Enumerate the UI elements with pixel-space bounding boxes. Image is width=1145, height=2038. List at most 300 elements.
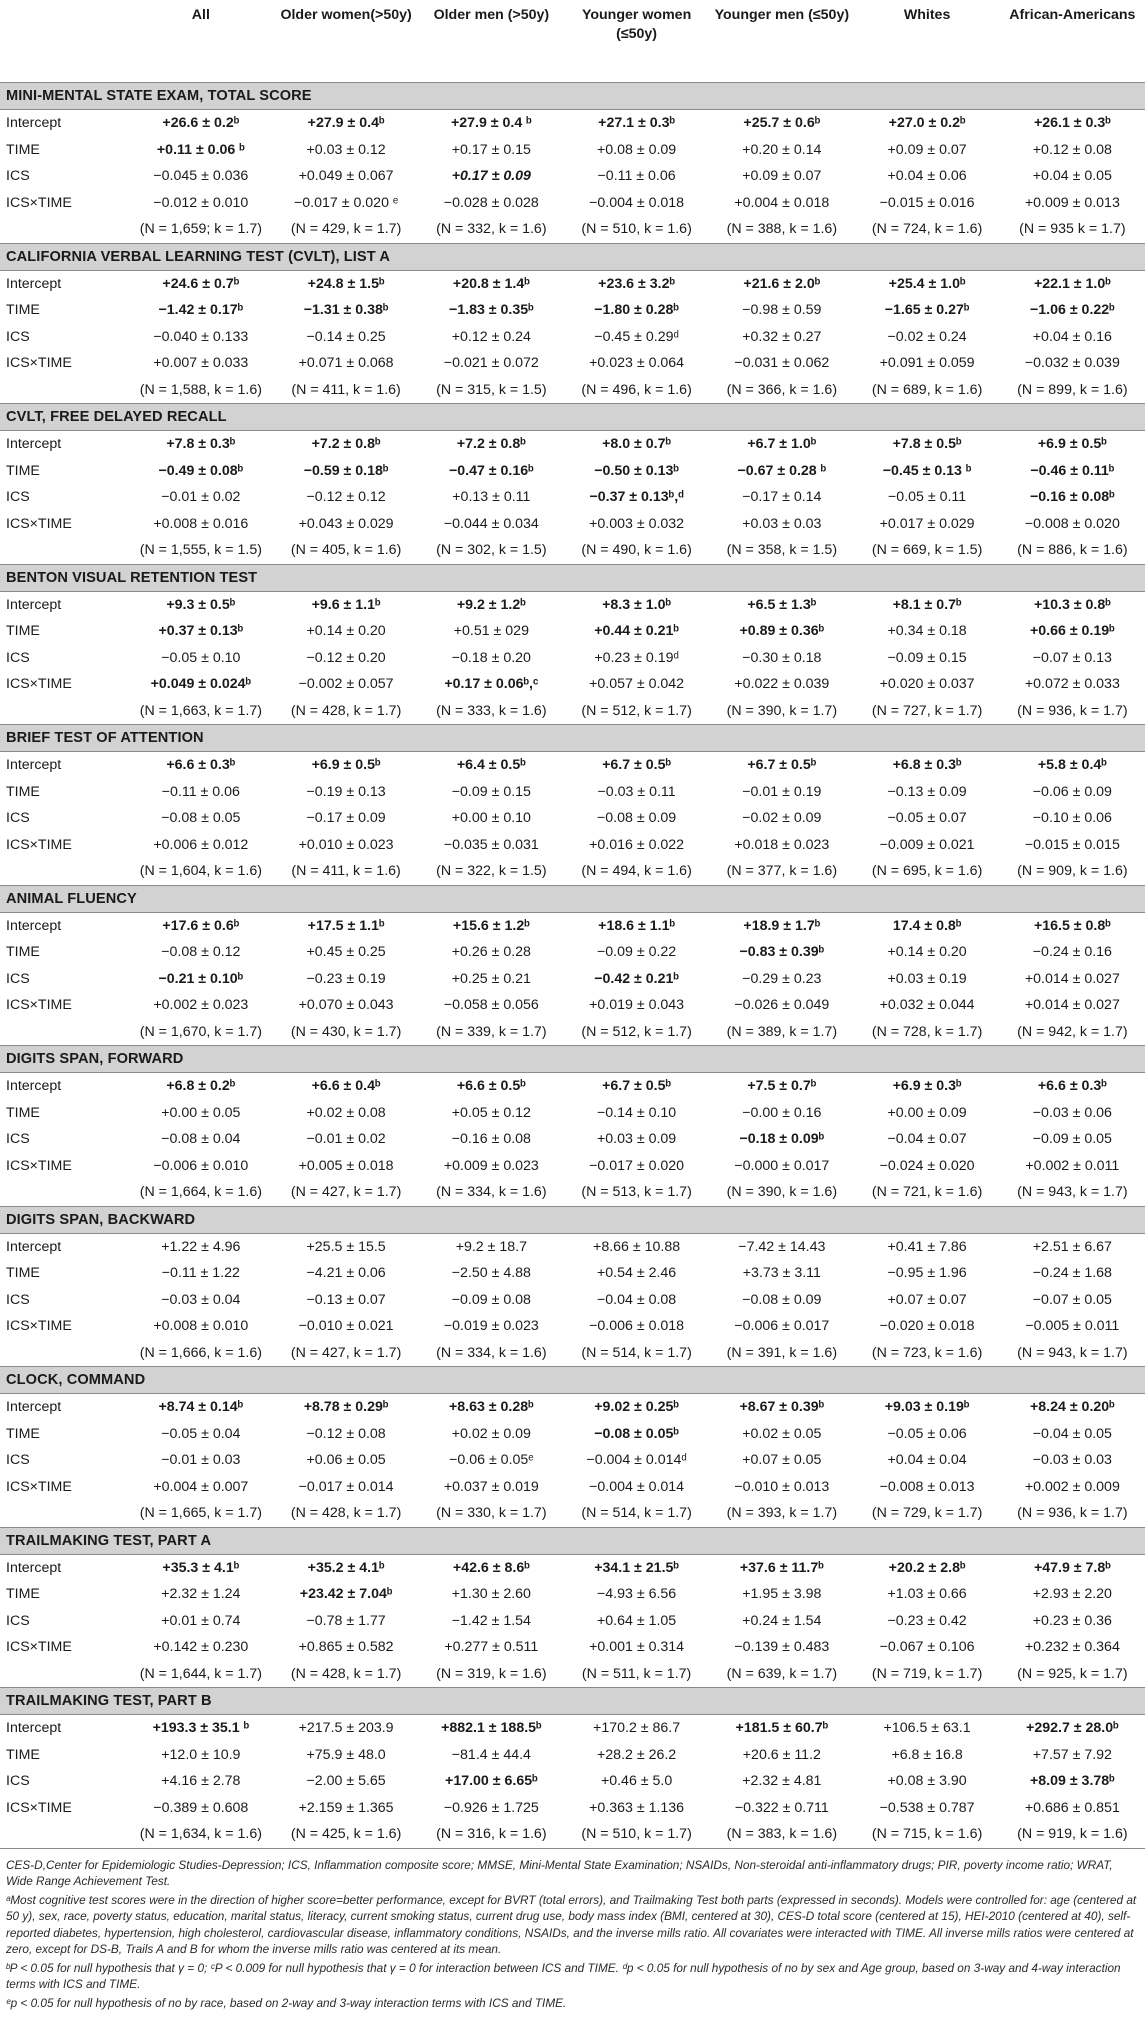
sample-size-row xyxy=(0,1340,1145,1367)
table-cell: +0.014 ± 0.027 xyxy=(1024,997,1120,1014)
table-cell: +2.32 ± 1.24 xyxy=(161,1586,241,1603)
table-row xyxy=(0,1447,1145,1474)
table-cell: −0.08 ± 0.04 xyxy=(161,1131,241,1148)
table-cell: −0.24 ± 0.16 xyxy=(1032,944,1112,961)
row-label: ICS×TIME xyxy=(6,355,72,372)
table-cell: −0.16 ± 0.08 xyxy=(451,1131,531,1148)
sample-size-cell: (N = 1,663, k = 1.7) xyxy=(128,698,273,725)
sample-size-cell: (N = 302, k = 1.5) xyxy=(419,537,564,564)
table-cell: +27.9 ± 0.4ᵇ xyxy=(307,115,385,132)
table-cell: +6.9 ± 0.5ᵇ xyxy=(1037,436,1107,453)
sample-size-blank xyxy=(0,1661,128,1688)
table-row xyxy=(0,350,1145,377)
table-cell: +9.03 ± 0.19ᵇ xyxy=(884,1399,970,1416)
sample-size-cell: (N = 1,588, k = 1.6) xyxy=(128,377,273,404)
table-cell: −0.07 ± 0.05 xyxy=(1032,1291,1112,1308)
row-label: ICS xyxy=(6,328,30,345)
row-label: TIME xyxy=(6,944,40,961)
row-label: ICS xyxy=(6,1773,30,1790)
table-cell: +0.002 ± 0.009 xyxy=(1024,1478,1120,1495)
table-cell: −0.008 ± 0.020 xyxy=(1024,515,1120,532)
table-cell: +18.9 ± 1.7ᵇ xyxy=(743,917,821,934)
sample-size-cell: (N = 514, k = 1.7) xyxy=(564,1500,709,1527)
sample-size-cell: (N = 1,555, k = 1.5) xyxy=(128,537,273,564)
table-cell: +0.00 ± 0.10 xyxy=(451,810,531,827)
sample-size-blank xyxy=(0,216,128,243)
table-cell: +0.14 ± 0.20 xyxy=(887,944,967,961)
row-label: ICS×TIME xyxy=(6,1157,72,1174)
sample-size-cell: (N = 1,644, k = 1.7) xyxy=(128,1661,273,1688)
sample-size-blank xyxy=(0,537,128,564)
section-header-row xyxy=(0,243,1145,270)
table-cell: +8.24 ± 0.20ᵇ xyxy=(1029,1399,1115,1416)
table-row xyxy=(0,137,1145,164)
table-cell: 17.4 ± 0.8ᵇ xyxy=(892,917,962,934)
table-cell: +0.23 ± 0.19ᵈ xyxy=(594,649,679,666)
table-row xyxy=(0,1715,1145,1742)
section-title: CALIFORNIA VERBAL LEARNING TEST (CVLT), LIST A xyxy=(0,243,1145,270)
table-cell: −0.14 ± 0.10 xyxy=(597,1104,677,1121)
table-cell: +0.072 ± 0.033 xyxy=(1024,676,1120,693)
sample-size-cell: (N = 389, k = 1.7) xyxy=(709,1019,854,1046)
sample-size-row xyxy=(0,1821,1145,1848)
sample-size-cell: (N = 721, k = 1.6) xyxy=(854,1179,999,1206)
table-cell: +27.0 ± 0.2ᵇ xyxy=(888,115,966,132)
table-cell: −0.019 ± 0.023 xyxy=(443,1318,539,1335)
table-cell: +0.89 ± 0.36ᵇ xyxy=(739,623,825,640)
table-cell: +9.3 ± 0.5ᵇ xyxy=(166,596,236,613)
table-cell: +0.009 ± 0.013 xyxy=(1024,194,1120,211)
table-cell: +0.002 ± 0.023 xyxy=(153,997,249,1014)
table-row xyxy=(0,805,1145,832)
table-row xyxy=(0,1608,1145,1635)
sample-size-cell: (N = 919, k = 1.6) xyxy=(1000,1821,1145,1848)
row-label: TIME xyxy=(6,1265,40,1282)
row-label: ICS×TIME xyxy=(6,997,72,1014)
sample-size-cell: (N = 411, k = 1.6) xyxy=(273,377,418,404)
table-cell: −0.031 ± 0.062 xyxy=(734,355,830,372)
table-cell: +2.51 ± 6.67 xyxy=(1032,1238,1112,1255)
table-cell: −0.004 ± 0.014 xyxy=(589,1478,685,1495)
sample-size-cell: (N = 715, k = 1.6) xyxy=(854,1821,999,1848)
sample-size-row xyxy=(0,1500,1145,1527)
header-blank xyxy=(0,0,128,83)
table-cell: +7.5 ± 0.7ᵇ xyxy=(747,1078,817,1095)
table-cell: −0.16 ± 0.08ᵇ xyxy=(1029,489,1115,506)
table-cell: −0.008 ± 0.013 xyxy=(879,1478,975,1495)
table-cell: −0.021 ± 0.072 xyxy=(443,355,539,372)
table-cell: −0.017 ± 0.020 ᵉ xyxy=(294,194,399,211)
table-cell: −0.19 ± 0.13 xyxy=(306,783,386,800)
sample-size-cell: (N = 899, k = 1.6) xyxy=(1000,377,1145,404)
sample-size-blank xyxy=(0,1019,128,1046)
table-row xyxy=(0,752,1145,779)
section-title: DIGITS SPAN, BACKWARD xyxy=(0,1206,1145,1233)
table-cell: +0.04 ± 0.04 xyxy=(887,1452,967,1469)
table-cell: +35.2 ± 4.1ᵇ xyxy=(307,1559,385,1576)
table-cell: −0.47 ± 0.16ᵇ xyxy=(448,462,534,479)
sample-size-blank xyxy=(0,1500,128,1527)
table-cell: +0.23 ± 0.36 xyxy=(1032,1612,1112,1629)
table-cell: −0.015 ± 0.015 xyxy=(1024,836,1120,853)
table-cell: +0.007 ± 0.033 xyxy=(153,355,249,372)
sample-size-cell: (N = 1,634, k = 1.6) xyxy=(128,1821,273,1848)
table-cell: +28.2 ± 26.2 xyxy=(597,1746,677,1763)
table-cell: −0.03 ± 0.06 xyxy=(1032,1104,1112,1121)
table-cell: −0.08 ± 0.09 xyxy=(597,810,677,827)
row-label: TIME xyxy=(6,783,40,800)
sample-size-cell: (N = 388, k = 1.6) xyxy=(709,216,854,243)
table-cell: −0.83 ± 0.39ᵇ xyxy=(739,944,825,961)
table-cell: −0.04 ± 0.05 xyxy=(1032,1425,1112,1442)
table-cell: −0.017 ± 0.020 xyxy=(589,1157,685,1174)
table-cell: −0.21 ± 0.10ᵇ xyxy=(158,970,244,987)
table-cell: −0.05 ± 0.07 xyxy=(887,810,967,827)
table-cell: −0.006 ± 0.010 xyxy=(153,1157,249,1174)
table-cell: +34.1 ± 21.5ᵇ xyxy=(594,1559,679,1576)
table-cell: +0.03 ± 0.12 xyxy=(306,141,386,158)
table-cell: +0.032 ± 0.044 xyxy=(879,997,975,1014)
row-label: TIME xyxy=(6,623,40,640)
table-cell: +0.03 ± 0.19 xyxy=(887,970,967,987)
row-label: ICS×TIME xyxy=(6,676,72,693)
table-cell: +6.5 ± 1.3ᵇ xyxy=(747,596,817,613)
table-cell: +6.9 ± 0.3ᵇ xyxy=(892,1078,962,1095)
table-cell: +0.277 ± 0.511 xyxy=(444,1639,539,1656)
table-cell: +6.9 ± 0.5ᵇ xyxy=(311,757,381,774)
table-cell: +12.0 ± 10.9 xyxy=(161,1746,241,1763)
table-cell: +0.008 ± 0.016 xyxy=(153,515,249,532)
table-cell: −1.65 ± 0.27ᵇ xyxy=(884,302,970,319)
table-cell: −0.42 ± 0.21ᵇ xyxy=(594,970,679,987)
table-cell: −0.028 ± 0.028 xyxy=(443,194,539,211)
table-cell: −0.03 ± 0.04 xyxy=(161,1291,241,1308)
sample-size-cell: (N = 494, k = 1.6) xyxy=(564,858,709,885)
table-row xyxy=(0,431,1145,458)
table-cell: −1.42 ± 0.17ᵇ xyxy=(158,302,244,319)
sample-size-row xyxy=(0,1661,1145,1688)
table-cell: +0.001 ± 0.314 xyxy=(589,1639,685,1656)
sample-size-cell: (N = 925, k = 1.7) xyxy=(1000,1661,1145,1688)
sample-size-cell: (N = 514, k = 1.7) xyxy=(564,1340,709,1367)
table-cell: +21.6 ± 2.0ᵇ xyxy=(743,275,821,292)
sample-size-row xyxy=(0,1019,1145,1046)
sample-size-row xyxy=(0,377,1145,404)
table-cell: +0.142 ± 0.230 xyxy=(153,1639,249,1656)
table-cell: +0.37 ± 0.13ᵇ xyxy=(158,623,244,640)
table-cell: +75.9 ± 48.0 xyxy=(306,1746,386,1763)
table-cell: +15.6 ± 1.2ᵇ xyxy=(452,917,530,934)
table-cell: −1.42 ± 1.54 xyxy=(451,1612,531,1629)
table-cell: −0.37 ± 0.13ᵇ,ᵈ xyxy=(589,489,684,506)
table-cell: −0.29 ± 0.23 xyxy=(742,970,822,987)
section-header-row xyxy=(0,1046,1145,1073)
sample-size-cell: (N = 428, k = 1.7) xyxy=(273,1661,418,1688)
table-cell: +0.232 ± 0.364 xyxy=(1024,1639,1120,1656)
row-label: Intercept xyxy=(6,757,62,774)
table-cell: +0.002 ± 0.011 xyxy=(1025,1157,1120,1174)
table-cell: +6.6 ± 0.5ᵇ xyxy=(456,1078,526,1095)
table-row xyxy=(0,324,1145,351)
sample-size-cell: (N = 366, k = 1.6) xyxy=(709,377,854,404)
row-label: Intercept xyxy=(6,1399,62,1416)
table-cell: +26.1 ± 0.3ᵇ xyxy=(1033,115,1111,132)
sample-size-cell: (N = 1,666, k = 1.6) xyxy=(128,1340,273,1367)
table-cell: +25.5 ± 15.5 xyxy=(306,1238,386,1255)
table-cell: +0.64 ± 1.05 xyxy=(597,1612,677,1629)
table-cell: +0.24 ± 1.54 xyxy=(742,1612,822,1629)
section-title: CLOCK, COMMAND xyxy=(0,1367,1145,1394)
table-cell: +9.2 ± 18.7 xyxy=(455,1238,527,1255)
table-cell: −0.12 ± 0.20 xyxy=(306,649,386,666)
table-cell: +0.00 ± 0.09 xyxy=(887,1104,967,1121)
table-cell: −1.06 ± 0.22ᵇ xyxy=(1029,302,1115,319)
table-row xyxy=(0,163,1145,190)
sample-size-cell: (N = 943, k = 1.7) xyxy=(1000,1179,1145,1206)
table-cell: +0.006 ± 0.012 xyxy=(153,836,249,853)
table-cell: +0.03 ± 0.09 xyxy=(597,1131,677,1148)
table-cell: −0.058 ± 0.056 xyxy=(443,997,539,1014)
table-cell: +0.018 ± 0.023 xyxy=(734,836,830,853)
sample-size-cell: (N = 411, k = 1.6) xyxy=(273,858,418,885)
sample-size-cell: (N = 1,665, k = 1.7) xyxy=(128,1500,273,1527)
table-cell: +0.14 ± 0.20 xyxy=(306,623,386,640)
table-row xyxy=(0,511,1145,538)
table-cell: −0.08 ± 0.05ᵇ xyxy=(594,1425,679,1442)
table-cell: −0.005 ± 0.011 xyxy=(1025,1318,1120,1335)
sample-size-blank xyxy=(0,1340,128,1367)
table-cell: +0.363 ± 1.136 xyxy=(589,1799,685,1816)
row-label: ICS×TIME xyxy=(6,194,72,211)
sample-size-cell: (N = 689, k = 1.6) xyxy=(854,377,999,404)
table-cell: +17.6 ± 0.6ᵇ xyxy=(162,917,240,934)
table-cell: +18.6 ± 1.1ᵇ xyxy=(598,917,676,934)
table-cell: +0.17 ± 0.15 xyxy=(451,141,531,158)
sample-size-cell: (N = 727, k = 1.7) xyxy=(854,698,999,725)
table-cell: −0.026 ± 0.049 xyxy=(734,997,830,1014)
table-cell: −0.01 ± 0.19 xyxy=(742,783,822,800)
table-row xyxy=(0,1313,1145,1340)
table-cell: −0.067 ± 0.106 xyxy=(879,1639,975,1656)
table-cell: −0.09 ± 0.15 xyxy=(887,649,967,666)
sample-size-cell: (N = 719, k = 1.7) xyxy=(854,1661,999,1688)
table-cell: +6.8 ± 16.8 xyxy=(891,1746,963,1763)
table-row xyxy=(0,1100,1145,1127)
table-cell: −1.31 ± 0.38ᵇ xyxy=(303,302,389,319)
table-cell: +16.5 ± 0.8ᵇ xyxy=(1033,917,1111,934)
row-label: TIME xyxy=(6,1586,40,1603)
table-row xyxy=(0,966,1145,993)
table-cell: +0.023 ± 0.064 xyxy=(589,355,685,372)
table-cell: +6.4 ± 0.5ᵇ xyxy=(456,757,526,774)
section-header-row xyxy=(0,564,1145,591)
table-cell: +0.34 ± 0.18 xyxy=(887,623,967,640)
table-row xyxy=(0,912,1145,939)
table-cell: +6.8 ± 0.2ᵇ xyxy=(166,1078,236,1095)
table-row xyxy=(0,1126,1145,1153)
table-cell: −0.18 ± 0.09ᵇ xyxy=(739,1131,825,1148)
table-cell: −0.23 ± 0.42 xyxy=(887,1612,967,1629)
table-cell: −4.93 ± 6.56 xyxy=(597,1586,677,1603)
sample-size-row xyxy=(0,1179,1145,1206)
table-cell: +0.009 ± 0.023 xyxy=(443,1157,539,1174)
sample-size-cell: (N = 429, k = 1.7) xyxy=(273,216,418,243)
table-cell: +47.9 ± 7.8ᵇ xyxy=(1033,1559,1111,1576)
table-cell: +0.17 ± 0.06ᵇ,ᶜ xyxy=(444,676,539,693)
table-cell: −0.01 ± 0.02 xyxy=(306,1131,386,1148)
table-cell: −0.67 ± 0.28 ᵇ xyxy=(737,462,827,479)
sample-size-cell: (N = 496, k = 1.6) xyxy=(564,377,709,404)
sample-size-cell: (N = 339, k = 1.7) xyxy=(419,1019,564,1046)
table-cell: +0.07 ± 0.07 xyxy=(887,1291,967,1308)
row-label: Intercept xyxy=(6,275,62,292)
table-cell: +0.016 ± 0.022 xyxy=(589,836,685,853)
table-cell: −0.30 ± 0.18 xyxy=(742,649,822,666)
sample-size-cell: (N = 316, k = 1.6) xyxy=(419,1821,564,1848)
table-cell: −0.07 ± 0.13 xyxy=(1032,649,1112,666)
table-cell: +0.51 ± 029 xyxy=(453,623,529,640)
table-cell: +0.686 ± 0.851 xyxy=(1024,1799,1120,1816)
table-cell: +0.13 ± 0.11 xyxy=(452,489,531,506)
table-cell: −0.08 ± 0.09 xyxy=(742,1291,822,1308)
sample-size-cell: (N = 943, k = 1.7) xyxy=(1000,1340,1145,1367)
sample-size-cell: (N = 936, k = 1.7) xyxy=(1000,1500,1145,1527)
sample-size-cell: (N = 358, k = 1.5) xyxy=(709,537,854,564)
table-cell: +0.010 ± 0.023 xyxy=(298,836,394,853)
table-cell: +0.20 ± 0.14 xyxy=(742,141,822,158)
sample-size-cell: (N = 695, k = 1.6) xyxy=(854,858,999,885)
table-cell: −0.040 ± 0.133 xyxy=(153,328,249,345)
table-cell: +7.2 ± 0.8ᵇ xyxy=(311,436,381,453)
table-cell: +0.44 ± 0.21ᵇ xyxy=(594,623,679,640)
sample-size-cell: (N = 430, k = 1.7) xyxy=(273,1019,418,1046)
section-header-row xyxy=(0,725,1145,752)
table-cell: +17.00 ± 6.65ᵇ xyxy=(445,1773,538,1790)
table-body xyxy=(0,83,1145,1849)
table-cell: −0.13 ± 0.09 xyxy=(887,783,967,800)
table-cell: −0.05 ± 0.11 xyxy=(888,489,967,506)
section-header-row xyxy=(0,1688,1145,1715)
row-label: ICS xyxy=(6,649,30,666)
table-cell: +0.03 ± 0.03 xyxy=(742,515,822,532)
table-row xyxy=(0,671,1145,698)
sample-size-cell: (N = 513, k = 1.7) xyxy=(564,1179,709,1206)
table-cell: +9.6 ± 1.1ᵇ xyxy=(311,596,381,613)
table-cell: +0.26 ± 0.28 xyxy=(451,944,531,961)
table-row xyxy=(0,1233,1145,1260)
table-cell: −0.000 ± 0.017 xyxy=(734,1157,830,1174)
column-header: Younger men (≤50y) xyxy=(709,0,854,83)
table-cell: −0.18 ± 0.20 xyxy=(451,649,531,666)
table-cell: +5.8 ± 0.4ᵇ xyxy=(1037,757,1107,774)
sample-size-cell: (N = 639, k = 1.7) xyxy=(709,1661,854,1688)
table-row xyxy=(0,1474,1145,1501)
table-cell: −0.59 ± 0.18ᵇ xyxy=(303,462,389,479)
table-cell: −0.05 ± 0.06 xyxy=(887,1425,967,1442)
sample-size-cell: (N = 512, k = 1.7) xyxy=(564,1019,709,1046)
sample-size-cell: (N = 319, k = 1.6) xyxy=(419,1661,564,1688)
sample-size-cell: (N = 724, k = 1.6) xyxy=(854,216,999,243)
sample-size-cell: (N = 1,670, k = 1.7) xyxy=(128,1019,273,1046)
sample-size-cell: (N = 1,664, k = 1.6) xyxy=(128,1179,273,1206)
column-header: Older women(>50y) xyxy=(273,0,418,83)
table-cell: +0.17 ± 0.09 xyxy=(451,168,531,185)
table-cell: −0.006 ± 0.017 xyxy=(734,1318,830,1335)
table-cell: −0.09 ± 0.22 xyxy=(597,944,677,961)
row-label: TIME xyxy=(6,1746,40,1763)
row-label: Intercept xyxy=(6,1720,62,1737)
sample-size-cell: (N = 334, k = 1.6) xyxy=(419,1179,564,1206)
table-cell: +0.07 ± 0.05 xyxy=(742,1452,822,1469)
table-cell: −0.50 ± 0.13ᵇ xyxy=(594,462,679,479)
table-cell: +0.071 ± 0.068 xyxy=(298,355,394,372)
row-label: Intercept xyxy=(6,596,62,613)
table-cell: −0.010 ± 0.021 xyxy=(298,1318,394,1335)
table-row xyxy=(0,1073,1145,1100)
table-cell: +0.02 ± 0.09 xyxy=(451,1425,531,1442)
table-cell: +0.017 ± 0.029 xyxy=(879,515,975,532)
sample-size-blank xyxy=(0,698,128,725)
row-label: Intercept xyxy=(6,1238,62,1255)
table-cell: −0.01 ± 0.02 xyxy=(161,489,241,506)
table-cell: +2.159 ± 1.365 xyxy=(298,1799,394,1816)
table-cell: −7.42 ± 14.43 xyxy=(738,1238,826,1255)
table-cell: +1.30 ± 2.60 xyxy=(451,1586,531,1603)
row-label: Intercept xyxy=(6,1559,62,1576)
column-header: All xyxy=(128,0,273,83)
sample-size-cell: (N = 510, k = 1.7) xyxy=(564,1821,709,1848)
sample-size-cell: (N = 428, k = 1.7) xyxy=(273,698,418,725)
footnote-e: ᵉp < 0.05 for null hypothesis of no by race, based on 2-way and 3-way interaction terms with ICS and TIME. xyxy=(6,1995,567,2010)
table-cell: −0.00 ± 0.16 xyxy=(742,1104,822,1121)
table-cell: +25.7 ± 0.6ᵇ xyxy=(743,115,821,132)
row-label: TIME xyxy=(6,1425,40,1442)
table-cell: +37.6 ± 11.7ᵇ xyxy=(739,1559,824,1576)
sample-size-cell: (N = 490, k = 1.6) xyxy=(564,537,709,564)
sample-size-cell: (N = 390, k = 1.7) xyxy=(709,698,854,725)
table-cell: +8.74 ± 0.14ᵇ xyxy=(158,1399,244,1416)
table-cell: +0.091 ± 0.059 xyxy=(879,355,975,372)
table-cell: +0.05 ± 0.12 xyxy=(451,1104,531,1121)
table-row xyxy=(0,1394,1145,1421)
table-cell: −2.50 ± 4.88 xyxy=(451,1265,531,1282)
sample-size-cell: (N = 942, k = 1.7) xyxy=(1000,1019,1145,1046)
row-label: ICS xyxy=(6,1291,30,1308)
row-label: ICS xyxy=(6,970,30,987)
table-cell: +0.070 ± 0.043 xyxy=(298,997,394,1014)
table-cell: +3.73 ± 3.11 xyxy=(742,1265,821,1282)
table-cell: +1.95 ± 3.98 xyxy=(742,1586,822,1603)
table-cell: −0.24 ± 1.68 xyxy=(1032,1265,1112,1282)
table-cell: +181.5 ± 60.7ᵇ xyxy=(735,1720,829,1737)
table-cell: −0.04 ± 0.08 xyxy=(597,1291,677,1308)
table-cell: −0.08 ± 0.05 xyxy=(161,810,241,827)
table-cell: −0.015 ± 0.016 xyxy=(879,194,975,211)
table-cell: −0.926 ± 1.725 xyxy=(443,1799,539,1816)
table-cell: −0.03 ± 0.11 xyxy=(597,783,676,800)
table-cell: +6.6 ± 0.3ᵇ xyxy=(1037,1078,1107,1095)
table-cell: +0.037 ± 0.019 xyxy=(443,1478,539,1495)
sample-size-cell: (N = 728, k = 1.7) xyxy=(854,1019,999,1046)
table-row xyxy=(0,1795,1145,1822)
table-cell: −0.78 ± 1.77 xyxy=(306,1612,386,1629)
table-cell: +0.04 ± 0.06 xyxy=(887,168,967,185)
table-cell: −81.4 ± 44.4 xyxy=(451,1746,531,1763)
table-cell: +0.003 ± 0.032 xyxy=(589,515,685,532)
row-label: ICS xyxy=(6,810,30,827)
table-cell: +2.32 ± 4.81 xyxy=(742,1773,822,1790)
row-label: ICS×TIME xyxy=(6,1639,72,1656)
